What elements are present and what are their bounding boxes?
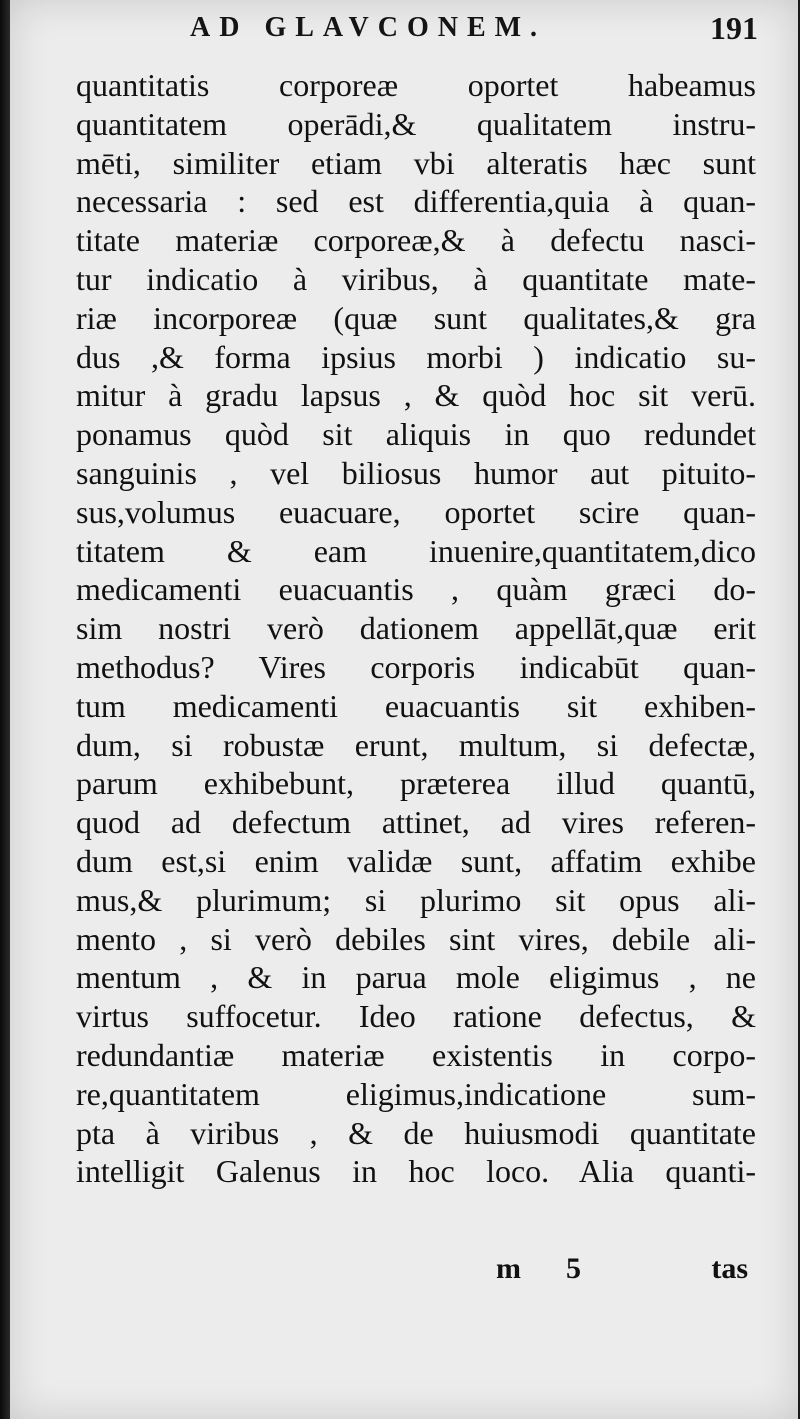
text-line: mentum , & in parua mole eligimus , ne xyxy=(76,959,756,996)
text-line: mus,& plurimum; si plurimo sit opus ali- xyxy=(76,881,756,918)
text-line: quantitatis corporeæ oportet habeamus xyxy=(76,67,756,103)
text-line: redundantiæ materiæ existentis in corpo- xyxy=(76,1036,756,1073)
text-line: quantitatem operādi,& qualitatem instru- xyxy=(76,105,756,142)
text-line: sim nostri verò dationem appellāt,quæ erit xyxy=(76,610,756,647)
text-line: intelligit Galenus in hoc loco. Alia quanti- xyxy=(76,1153,756,1190)
text-line: sanguinis , vel biliosus humor aut pituito- xyxy=(76,454,756,491)
signature-number: 5 xyxy=(566,1252,581,1285)
text-line: tum medicamenti euacuantis sit exhiben- xyxy=(76,687,756,724)
text-line: virtus suffocetur. Ideo ratione defectus, & xyxy=(76,998,756,1035)
text-line: parum exhibebunt, præterea illud quantū, xyxy=(76,765,756,802)
text-line: dum, si robustæ erunt, multum, si defectæ, xyxy=(76,726,756,763)
text-line: dum est,si enim validæ sunt, affatim exhibe xyxy=(76,842,756,879)
text-line: pta à viribus , & de huiusmodi quantitate xyxy=(76,1114,756,1151)
body-text xyxy=(76,66,756,1191)
text-line: re,quantitatem eligimus,indicatione sum- xyxy=(76,1075,756,1112)
text-line: tur indicatio à viribus, à quantitate mate- xyxy=(76,260,756,297)
text-line: ponamus quòd sit aliquis in quo redundet xyxy=(76,416,756,453)
text-line: titate materiæ corporeæ,& à defectu nasci- xyxy=(76,222,756,259)
text-line: sus,volumus euacuare, oportet scire quan- xyxy=(76,493,756,530)
running-head: AD GLAVCONEM. xyxy=(190,12,547,43)
page-number: 191 xyxy=(710,10,758,46)
text-line: mento , si verò debiles sint vires, debile ali- xyxy=(76,920,756,957)
page-footer xyxy=(76,1252,748,1296)
book-gutter-edge xyxy=(0,0,10,1419)
text-line: mitur à gradu lapsus , & quòd hoc sit verū. xyxy=(76,377,756,414)
text-line: quod ad defectum attinet, ad vires referen- xyxy=(76,804,756,841)
text-line: medicamenti euacuantis , quàm græci do- xyxy=(76,571,756,608)
text-line: mēti, similiter etiam vbi alteratis hæc sunt xyxy=(76,144,756,181)
text-line: necessaria : sed est differentia,quia à quan- xyxy=(76,183,756,220)
signature-mark: m xyxy=(496,1252,521,1285)
text-line: riæ incorporeæ (quæ sunt qualitates,& gra xyxy=(76,299,756,336)
text-line: dus ,& forma ipsius morbi ) indicatio su- xyxy=(76,338,756,375)
text-line: titatem & eam inuenire,quantitatem,dico xyxy=(76,532,756,569)
text-line: methodus? Vires corporis indicabūt quan- xyxy=(76,648,756,685)
catchword: tas xyxy=(711,1252,748,1285)
